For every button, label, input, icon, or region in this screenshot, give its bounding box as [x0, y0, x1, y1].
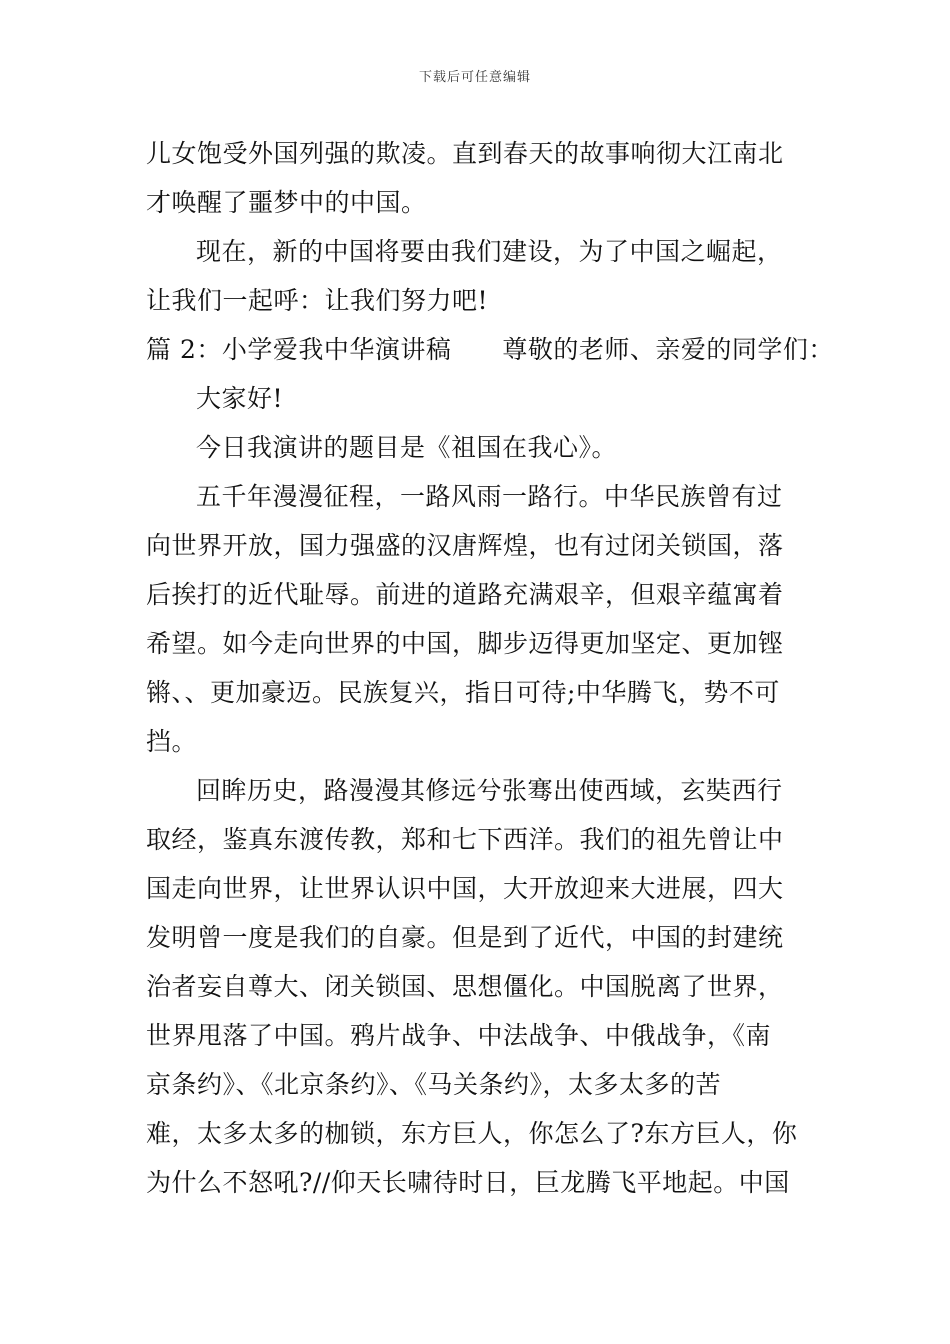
text-line: 取经，鉴真东渡传教，郑和七下西洋。我们的祖先曾让中 — [146, 825, 784, 854]
page-header: 下载后可任意编辑 — [418, 70, 531, 85]
text-line: 让我们一起呼：让我们努力吧! — [146, 286, 489, 315]
text-line: 希望。如今走向世界的中国，脚步迈得更加坚定、更加铿 — [146, 629, 784, 658]
text-line: 现在，新的中国将要由我们建设，为了中国之崛起， — [196, 237, 783, 266]
text-line: 向世界开放，国力强盛的汉唐辉煌，也有过闭关锁国，落 — [146, 531, 784, 560]
text-line: 五千年漫漫征程，一路风雨一路行。中华民族曾有过 — [196, 482, 783, 511]
text-line: 回眸历史，路漫漫其修远兮张骞出使西域，玄奘西行 — [196, 776, 783, 805]
text-line: 为什么不怒吼?//仰天长啸待时日，巨龙腾飞平地起。中国 — [146, 1168, 790, 1197]
text-line: 国走向世界，让世界认识中国，大开放迎来大进展，四大 — [146, 874, 784, 903]
text-line: 篇 2：小学爱我中华演讲稿 尊敬的老师、亲爱的同学们： — [146, 335, 834, 364]
text-line: 儿女饱受外国列强的欺凌。直到春天的故事响彻大江南北 — [146, 139, 784, 168]
text-line: 今日我演讲的题目是《祖国在我心》。 — [196, 433, 618, 462]
text-line: 治者妄自尊大、闭关锁国、思想僵化。中国脱离了世界， — [146, 972, 784, 1001]
text-line: 难，太多太多的枷锁，东方巨人，你怎么了?东方巨人，你 — [146, 1119, 798, 1148]
text-line: 才唤醒了噩梦中的中国。 — [146, 188, 427, 217]
text-line: 锵、、更加豪迈。民族复兴，指日可待;中华腾飞，势不可 — [146, 678, 780, 707]
document-body — [146, 129, 834, 1207]
text-line: 发明曾一度是我们的自豪。但是到了近代，中国的封建统 — [146, 923, 784, 952]
text-line: 京条约》、《北京条约》、《马关条约》，太多太多的苦 — [146, 1070, 722, 1099]
text-line: 大家好! — [196, 384, 284, 413]
text-line: 后挨打的近代耻辱。前进的道路充满艰辛，但艰辛蕴寓着 — [146, 580, 784, 609]
text-line: 世界甩落了中国。鸦片战争、中法战争、中俄战争，《南 — [146, 1021, 772, 1050]
text-line: 挡。 — [146, 727, 198, 756]
